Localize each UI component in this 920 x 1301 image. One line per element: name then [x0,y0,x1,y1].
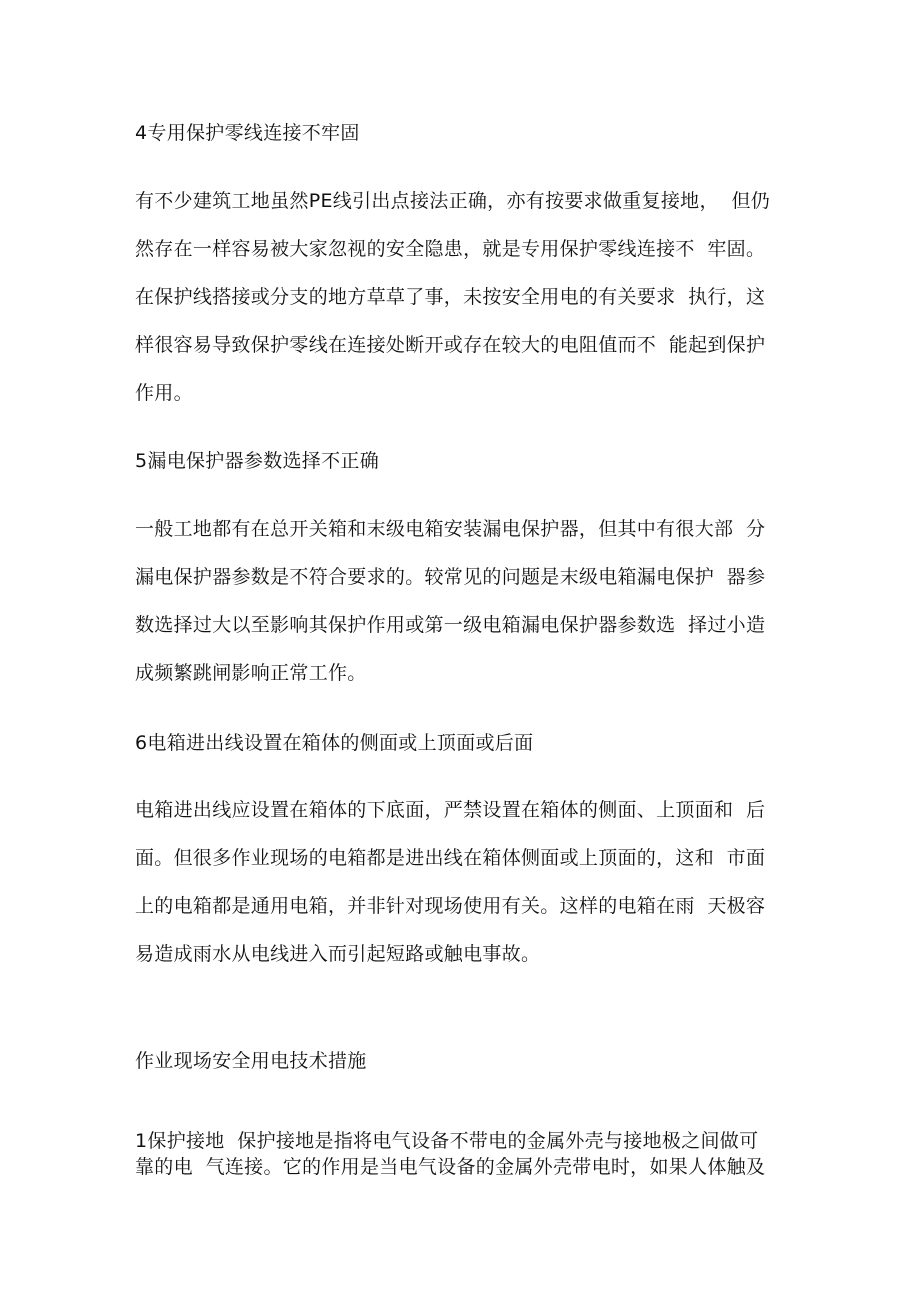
section4-heading: 4专用保护零线连接不牢固 [135,122,360,144]
section4-line-4: 样很容易导致保护零线在连接处断开或存在较大的电阻值而不 能起到保护 [135,334,766,356]
section5-heading: 5漏电保护器参数选择不正确 [135,450,379,472]
measures-line-1: 1保护接地 保护接地是指将电气设备不带电的金属外壳与接地极之间做可 [135,1130,759,1152]
section4-line-3: 在保护线搭接或分支的地方草草了事，未按安全用电的有关要求 执行，这 [135,286,766,308]
section6-line-4: 易造成雨水从电线进入而引起短路或触电事故。 [135,943,541,965]
section5-line-1: 一般工地都有在总开关箱和末级电箱安装漏电保护器，但其中有很大部 分 [135,518,766,540]
measures-line-2: 靠的电 气连接。它的作用是当电气设备的金属外壳带电时，如果人体触及 [135,1156,766,1178]
section5-line-2: 漏电保护器参数是不符合要求的。较常见的问题是末级电箱漏电保护 器参 [135,566,766,588]
section6-line-2: 面。但很多作业现场的电箱都是进出线在箱体侧面或上顶面的，这和 市面 [135,847,766,869]
section5-line-3: 数选择过大以至影响其保护作用或第一级电箱漏电保护器参数选 择过小造 [135,614,766,636]
section4-line-2: 然存在一样容易被大家忽视的安全隐患，就是专用保护零线连接不 牢固。 [135,238,766,260]
section4-line-1: 有不少建筑工地虽然PE线引出点接法正确，亦有按要求做重复接地， 但仍 [135,190,771,212]
section4-line-5: 作用。 [135,382,193,404]
section6-line-1: 电箱进出线应设置在箱体的下底面，严禁设置在箱体的侧面、上顶面和 后 [135,799,766,821]
section6-line-3: 上的电箱都是通用电箱，并非针对现场使用有关。这样的电箱在雨 天极容 [135,895,766,917]
section5-line-4: 成频繁跳闸影响正常工作。 [135,662,367,684]
section6-heading: 6电箱进出线设置在箱体的侧面或上顶面或后面 [135,732,534,754]
measures-heading: 作业现场安全用电技术措施 [135,1050,367,1072]
